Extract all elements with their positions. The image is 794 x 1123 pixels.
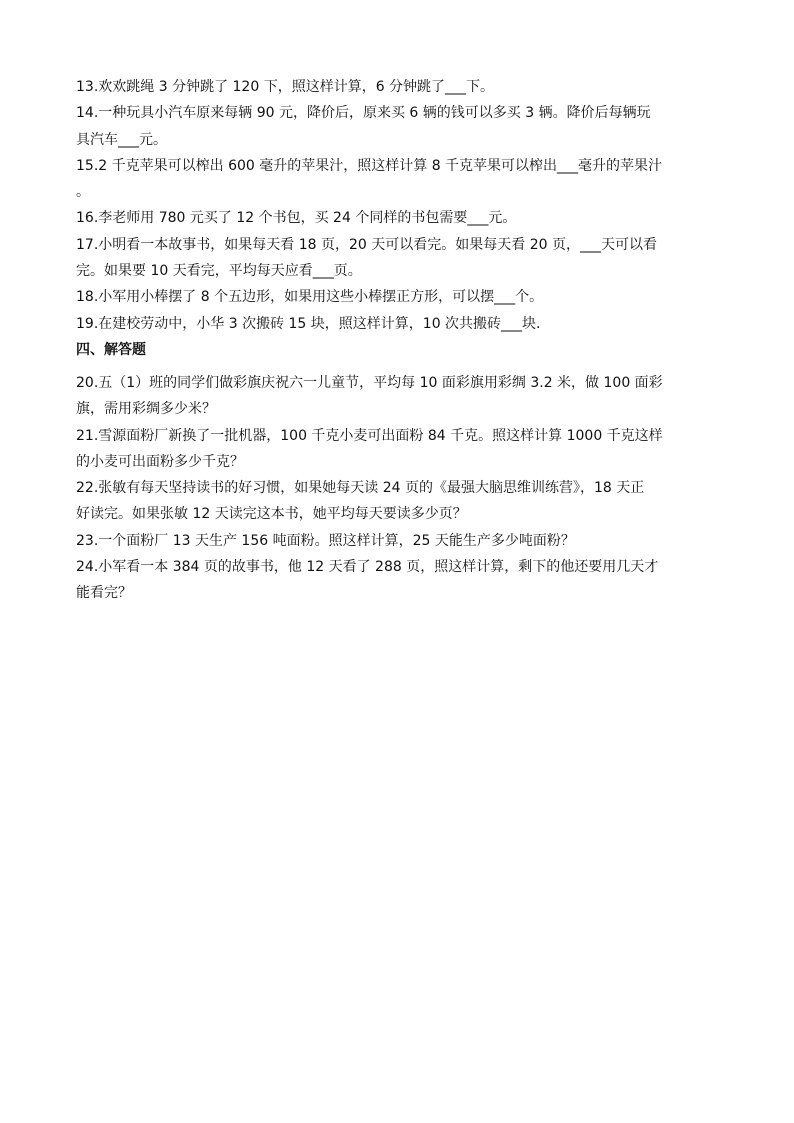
question-text-line: 19.在建校劳动中，小华 3 次搬砖 15 块，照这样计算，10 次共搬砖___块. [76, 315, 541, 332]
question-text-line: 13.欢欢跳绳 3 分钟跳了 120 下，照这样计算，6 分钟跳了___下。 [76, 79, 495, 95]
question-text-line: 18.小军用小棒摆了 8 个五边形，如果用这些小棒摆正方形，可以摆___个。 [76, 289, 544, 306]
question-text-line: 16.李老师用 780 元买了 12 个书包，买 24 个同样的书包需要___元。 [76, 210, 517, 227]
question-19 [76, 311, 726, 337]
section-heading: 四、解答题 [76, 341, 146, 358]
question-text-line: 20.五（1）班的同学们做彩旗庆祝六一儿童节，平均每 10 面彩旗用彩绸 3.2 米，做 100 面彩 [76, 374, 663, 391]
question-text-line: 的小麦可出面粉多少千克？ [76, 453, 244, 470]
question-21 [76, 423, 726, 476]
question-20 [76, 370, 726, 423]
question-text-line: 。 [76, 184, 90, 201]
question-text-line: 24.小军看一本 384 页的故事书，他 12 天看了 288 页，照这样计算，剩下的他还要用几天才 [76, 559, 659, 576]
question-text-line: 能看完？ [76, 585, 132, 602]
question-13 [76, 74, 726, 100]
question-text-line: 23.一个面粉厂 13 天生产 156 吨面粉。照这样计算，25 天能生产多少吨面粉？ [76, 532, 575, 549]
question-24 [76, 554, 726, 607]
question-text-line: 具汽车___元。 [76, 131, 167, 148]
question-14 [76, 100, 726, 153]
question-text-line: 21.雪源面粉厂新换了一批机器，100 千克小麦可出面粉 84 千克。照这样计算 1000 千克这样 [76, 427, 663, 444]
question-text-line: 好读完。如果张敏 12 天读完这本书，她平均每天要读多少页？ [76, 506, 467, 523]
question-text-line: 旗，需用彩绸多少米？ [76, 401, 216, 418]
question-text-line: 完。如果要 10 天看完，平均每天应看___页。 [76, 263, 362, 280]
question-text-line: 17.小明看一本故事书，如果每天看 18 页，20 天可以看完。如果每天看 20 页，___天可以看 [76, 236, 657, 253]
question-text-line: 22.张敏有每天坚持读书的好习惯，如果她每天读 24 页的《最强大脑思维训练营》，18 天正 [76, 480, 645, 497]
question-text-line: 14.一种玩具小汽车原来每辆 90 元，降价后，原来买 6 辆的钱可以多买 3 辆。降价后每辆玩 [76, 105, 651, 122]
question-17 [76, 232, 726, 285]
question-text-line: 15.2 千克苹果可以榨出 600 毫升的苹果汁，照这样计算 8 千克苹果可以榨出___毫升的苹果汁 [76, 157, 663, 174]
question-18 [76, 284, 726, 310]
question-22 [76, 475, 726, 528]
question-16 [76, 205, 726, 231]
worksheet-page [76, 74, 726, 607]
question-23 [76, 528, 726, 554]
question-15 [76, 153, 726, 206]
